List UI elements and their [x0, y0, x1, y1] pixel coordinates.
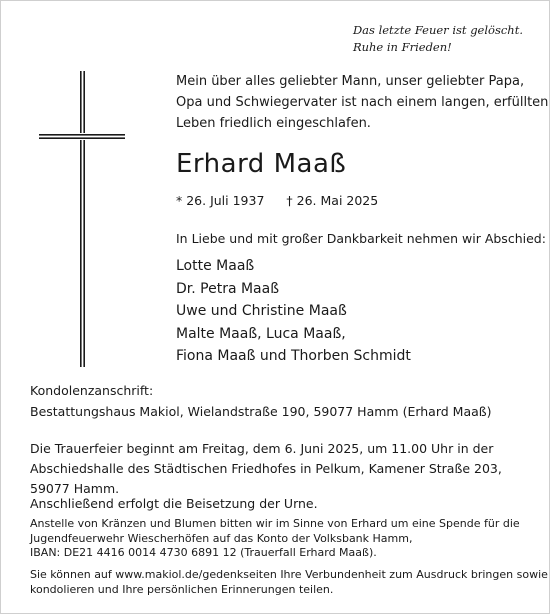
ceremony-info [30, 439, 502, 499]
motto-line: Ruhe in Frieden! [352, 40, 452, 54]
motto-line: Das letzte Feuer ist gelöscht. [352, 23, 523, 37]
intro-line: Leben friedlich eingeschlafen. [176, 116, 371, 131]
online-line: kondolieren und Ihre persönlichen Erinnerungen teilen. [30, 583, 334, 596]
donation-line: Jugendfeuerwehr Wiescherhöfen auf das Konto der Volksbank Hamm, [30, 531, 413, 545]
mourner-name: Malte Maaß, Luca Maaß, [176, 325, 346, 342]
intro-line: Mein über alles geliebter Mann, unser geliebter Papa, [176, 74, 525, 89]
donation-line: Anstelle von Kränzen und Blumen bitten wir im Sinne von Erhard um eine Spende für die [30, 517, 520, 530]
motto-quote [353, 22, 523, 56]
donation-line: IBAN: DE21 4416 0014 4730 6891 12 (Trauerfall Erhard Maaß). [30, 546, 377, 559]
intro-text [176, 71, 549, 134]
online-line: Sie können auf www.makiol.de/gedenkseiten Ihre Verbundenheit zum Ausdruck bringen sowie [30, 568, 548, 581]
mourner-name: Lotte Maaß [176, 258, 255, 274]
intro-line: Opa und Schwiegervater ist nach einem langen, erfüllten [176, 95, 549, 110]
mourner-name: Dr. Petra Maaß [176, 280, 280, 297]
mourner-name: Uwe und Christine Maaß [176, 303, 347, 319]
life-dates [176, 192, 378, 210]
ceremony-line: Die Trauerfeier beginnt am Freitag, dem 6. Juni 2025, um 11.00 Uhr in der [30, 441, 494, 456]
donation-request [30, 517, 520, 561]
farewell-line: In Liebe und mit großer Dankbarkeit nehmen wir Abschied: [176, 231, 546, 246]
condolence-address-text: Bestattungshaus Makiol, Wielandstraße 190, 59077 Hamm (Erhard Maaß) [30, 404, 492, 419]
condolence-address [30, 380, 492, 422]
online-condolence [30, 567, 548, 597]
death-date: † 26. Mai 2025 [286, 193, 379, 208]
birth-date: * 26. Juli 1937 [176, 193, 265, 208]
cross-icon [39, 71, 125, 367]
mourners-list [176, 255, 411, 368]
ceremony-line: Abschiedshalle des Städtischen Friedhofes in Pelkum, Kamener Straße 203, [30, 461, 502, 476]
condolence-label: Kondolenzanschrift: [30, 383, 154, 398]
deceased-name: Erhard Maaß [176, 149, 347, 179]
mourner-name: Fiona Maaß und Thorben Schmidt [176, 348, 411, 364]
ceremony-line: 59077 Hamm. [30, 481, 120, 496]
burial-info: Anschließend erfolgt die Beisetzung der Urne. [30, 496, 318, 511]
